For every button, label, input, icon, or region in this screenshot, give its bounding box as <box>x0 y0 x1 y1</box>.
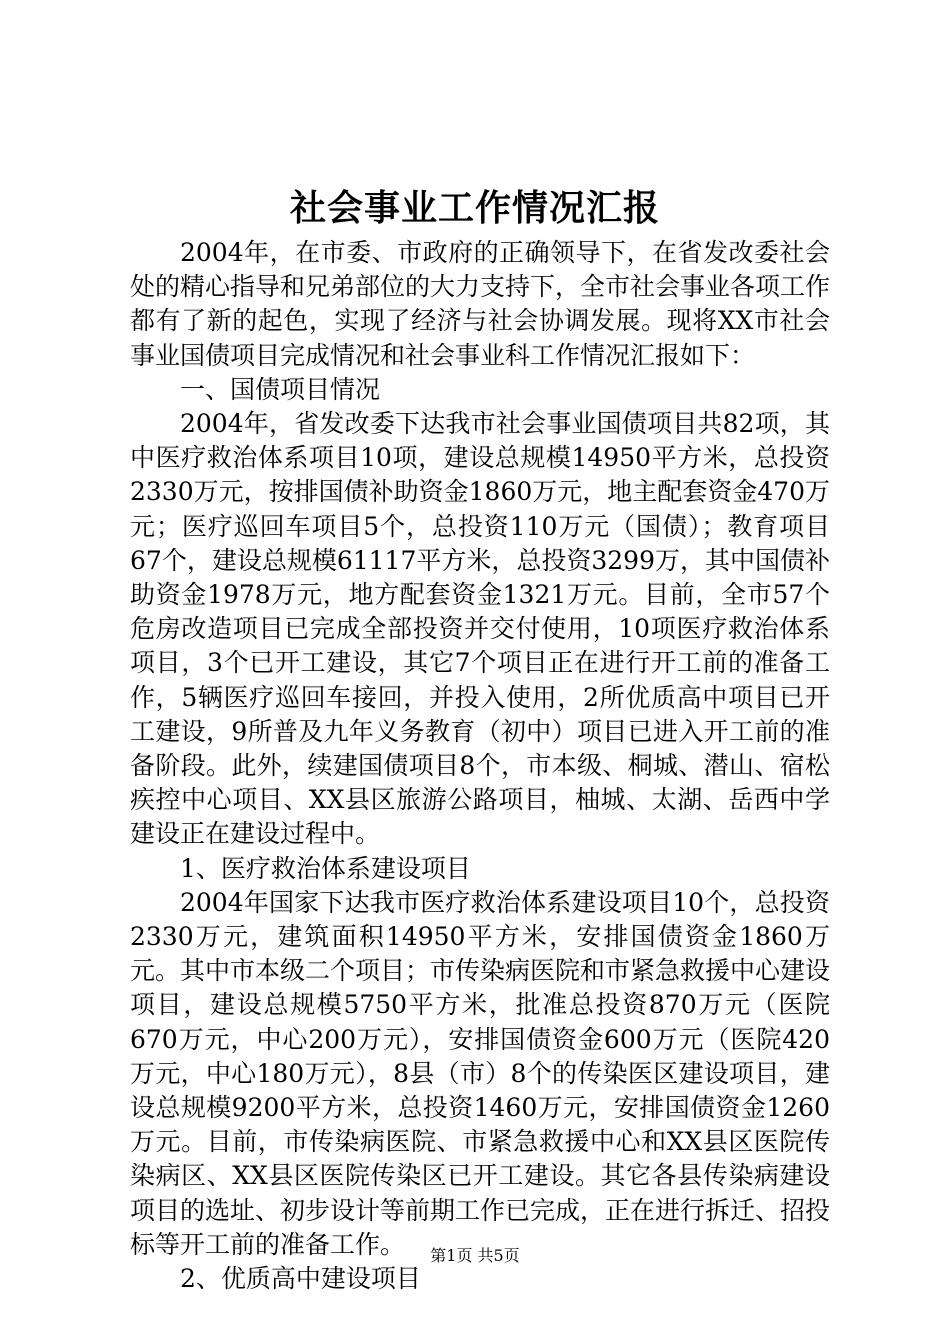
section-heading-national-bond-projects: 一、国债项目情况 <box>180 374 381 404</box>
page-footer: 第1页 共5页 <box>430 1246 520 1265</box>
document-title: 社会事业工作情况汇报 <box>289 187 660 229</box>
subsection-heading-quality-high-school: 2、优质高中建设项目 <box>180 1264 421 1294</box>
intro-paragraph: 2004年，在市委、市政府的正确领导下，在省发改委社会处的精心指导和兄弟部位的大力支持下，全市社会事业各项工作都有了新的起色，实现了经济与社会协调发展。现将XX市社会事业国债项目完成情况和社会事业科工作情况汇报如下： <box>130 238 831 370</box>
document-body <box>130 236 830 1296</box>
medical-treatment-system-paragraph: 2004年国家下达我市医疗救治体系建设项目10个，总投资2330万元，建筑面积14950平方米，安排国债资金1860万元。其中市本级二个项目；市传染病医院和市紧急救援中心建设项目，建设总规模5750平方米，批准总投资870万元（医院670万元，中心200万元），安排国债资金600万元（医院420万元，中心180万元），8县（市）8个的传染医区建设项目，建设总规模9200平方米，总投资1460万元，安排国债资金1260万元。目前，市传染病医院、市紧急救援中心和XX县区医院传染病区、XX县区医院传染区已开工建设。其它各县传染病建设项目的选址、初步设计等前期工作已完成，正在进行拆迁、招投标等开工前的准备工作。 <box>130 887 831 1259</box>
subsection-heading-medical-treatment-system: 1、医疗救治体系建设项目 <box>180 853 471 883</box>
national-bond-projects-paragraph: 2004年，省发改委下达我市社会事业国债项目共82项，其中医疗救治体系项目10项，建设总规模14950平方米，总投资2330万元，按排国债补助资金1860万元，地主配套资金470万元；医疗巡回车项目5个，总投资110万元（国债）；教育项目67个，建设总规模61117平方米，总投资3299万，其中国债补助资金1978万元，地方配套资金1321万元。目前，全市57个危房改造项目已完成全部投资并交付使用，10项医疗救治体系项目，3个已开工建设，其它7个项目正在进行开工前的准备工作，5辆医疗巡回车接回，并投入使用，2所优质高中项目已开工建设，9所普及九年义务教育（初中）项目已进入开工前的准备阶段。此外，续建国债项目8个，市本级、桐城、潜山、宿松疾控中心项目、XX县区旅游公路项目，柚城、太湖、岳西中学建设正在建设过程中。 <box>130 409 830 849</box>
